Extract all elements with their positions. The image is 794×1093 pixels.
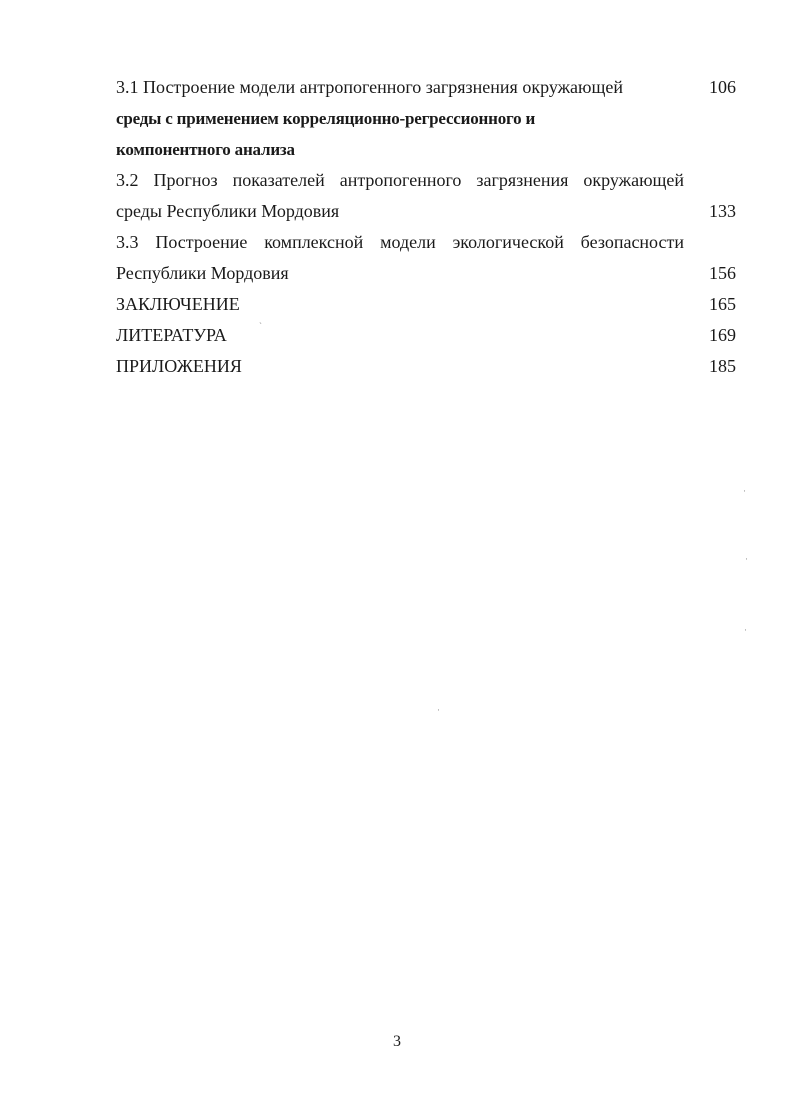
toc-entry-3-2-line-2 — [116, 196, 736, 227]
toc-entry-text: ЛИТЕРАТУРА — [116, 325, 227, 345]
toc-entry-literature — [116, 320, 736, 351]
scan-speck: · — [437, 705, 440, 715]
toc-entry-conclusion — [116, 289, 736, 320]
table-of-contents — [116, 72, 736, 382]
toc-entry-3-1-line-2 — [116, 103, 736, 134]
toc-entry-page-number: 169 — [709, 325, 736, 345]
toc-entry-appendices — [116, 351, 736, 382]
toc-entry-text: ЗАКЛЮЧЕНИЕ — [116, 294, 240, 314]
scan-speck: · — [744, 625, 747, 635]
toc-entry-page-number: 106 — [709, 77, 736, 97]
scan-speck: · — [743, 486, 746, 496]
toc-entry-page-number: 156 — [709, 263, 736, 283]
toc-entry-text: Республики Мордовия — [116, 263, 289, 283]
toc-entry-page-number: 185 — [709, 356, 736, 376]
toc-entry-text: среды Республики Мордовия — [116, 201, 340, 221]
toc-entry-text: 3.1 Построение модели антропогенного загрязнения окружающей — [116, 77, 623, 97]
toc-entry-3-1-line-3 — [116, 134, 736, 165]
toc-entry-3-3-line-2 — [116, 258, 736, 289]
toc-entry-3-2-line-1 — [116, 165, 736, 196]
toc-entry-text: 3.2 Прогноз показателей антропогенного загрязнения окружающей — [116, 170, 684, 190]
scan-speck: ` — [259, 321, 262, 331]
scan-speck: · — [745, 554, 748, 564]
toc-entry-page-number: 165 — [709, 294, 736, 314]
toc-entry-3-3-line-1 — [116, 227, 736, 258]
toc-entry-text: среды с применением корреляционно-регрессионного и — [116, 109, 536, 128]
page-number: 3 — [393, 1033, 401, 1050]
toc-entry-text: ПРИЛОЖЕНИЯ — [116, 356, 242, 376]
toc-entry-text: компонентного анализа — [116, 140, 295, 159]
toc-entry-3-1-line-1 — [116, 72, 736, 103]
toc-entry-text: 3.3 Построение комплексной модели экологической безопасности — [116, 232, 684, 252]
toc-entry-page-number: 133 — [709, 201, 736, 221]
